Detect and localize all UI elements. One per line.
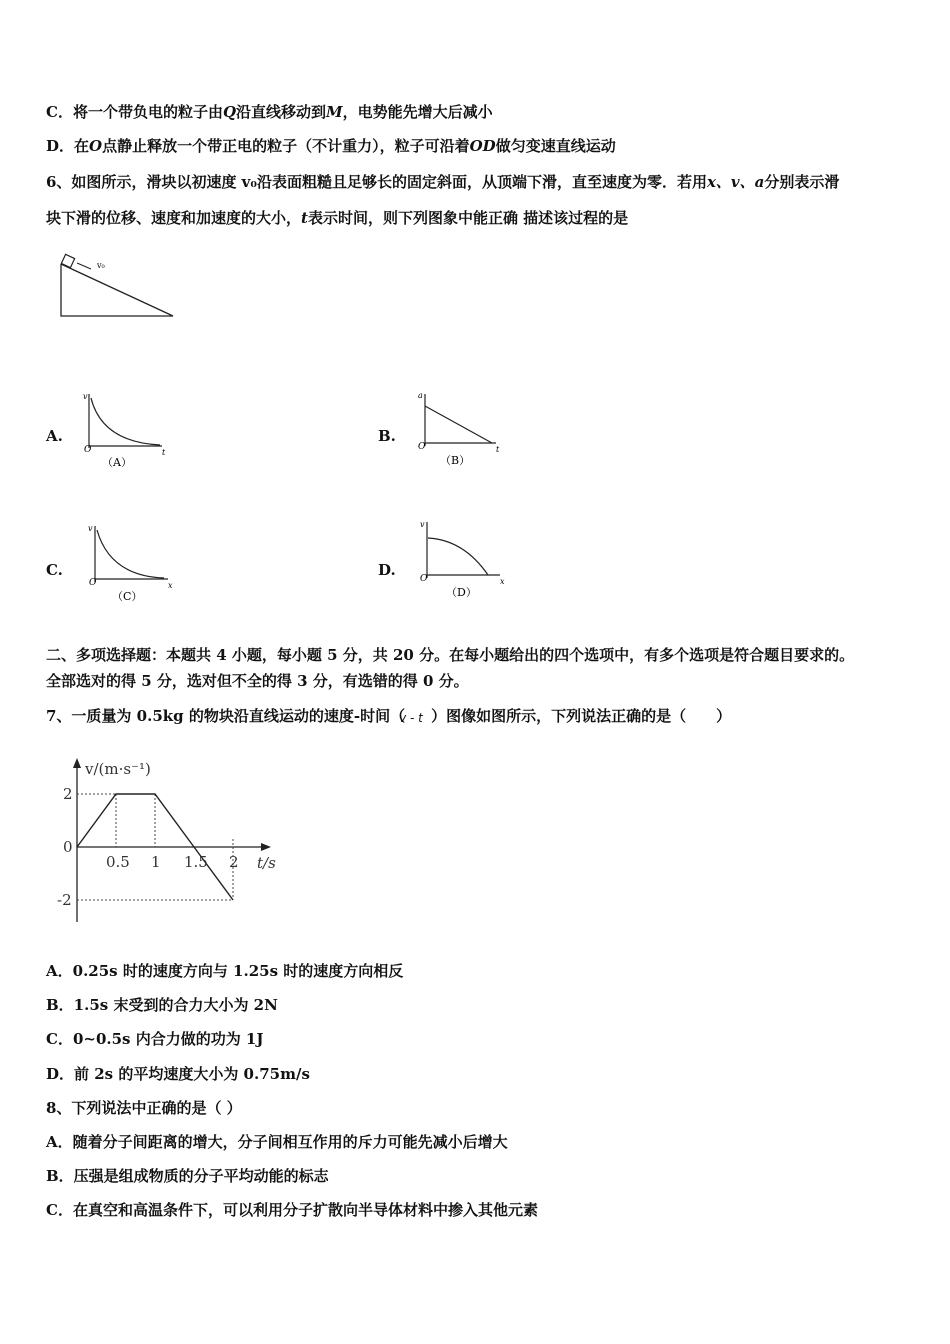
graph-d[interactable] xyxy=(414,516,514,601)
text: C．将一个带负电的粒子由 xyxy=(46,103,223,121)
q8-option-c[interactable]: C．在真空和高温条件下，可以利用分子扩散向半导体材料中掺入其他元素 xyxy=(46,1201,538,1219)
x-axis-label: x xyxy=(168,581,173,590)
curve xyxy=(428,538,488,575)
q8-option-b[interactable]: B．压强是组成物质的分子平均动能的标志 xyxy=(46,1167,329,1185)
text: 表示时间，则下列图象中能正确 描述该过程的是 xyxy=(307,209,629,227)
text: D．在 xyxy=(46,137,90,155)
text: ，电势能先增大后减小 xyxy=(342,103,493,121)
origin-label: O xyxy=(84,445,92,455)
text: 6、如图所示，滑块以初速度 v₀沿表面粗糙且足够长的固定斜面，从顶端下滑，直至速度为零．若用 xyxy=(46,173,707,191)
y-tick-label: -2 xyxy=(57,891,72,909)
graph-a[interactable] xyxy=(80,388,180,473)
text: ）图像如图所示，下列说法正确的是（ ） xyxy=(431,707,732,725)
y-axis-label: v xyxy=(88,524,93,533)
q6-option-a-letter[interactable]: A. xyxy=(46,427,63,445)
text: 块下滑的位移、速度和加速度的大小， xyxy=(46,209,302,227)
caption: （B） xyxy=(440,454,471,467)
curve xyxy=(91,398,160,445)
y-axis-label: v xyxy=(420,520,425,529)
text: 分别表示滑 xyxy=(764,173,840,191)
q7-stem xyxy=(46,706,731,726)
y-axis-label: v xyxy=(83,392,88,401)
y-tick-label: 2 xyxy=(63,785,73,803)
caption: （C） xyxy=(112,590,143,603)
q8-stem: 8、下列说法中正确的是（ ） xyxy=(46,1099,242,1117)
origin-label: O xyxy=(420,574,428,584)
text: 做匀变速直线运动 xyxy=(495,137,616,155)
x-axis-arrow xyxy=(261,843,271,851)
q8-option-a[interactable]: A．随着分子间距离的增大，分子间相互作用的斥力可能先减小后增大 xyxy=(46,1133,508,1151)
origin-label: O xyxy=(418,442,426,452)
caption: （D） xyxy=(446,586,477,599)
text: 7、一质量为 0.5kg 的物块沿直线运动的速度-时间（ xyxy=(46,707,406,725)
caption: （A） xyxy=(102,456,132,469)
q6-option-c-letter[interactable]: C. xyxy=(46,561,63,579)
vt-label: v - t xyxy=(399,711,423,725)
text: 点静止释放一个带正电的粒子（不计重力），粒子可沿着 xyxy=(102,137,470,155)
x-axis-label: x xyxy=(500,577,505,586)
y-tick-label: 0 xyxy=(63,838,73,856)
q7-option-a[interactable]: A．0.25s 时的速度方向与 1.25s 时的速度方向相反 xyxy=(46,962,404,980)
incline-figure xyxy=(55,252,185,322)
vt-chart xyxy=(45,752,295,922)
line xyxy=(425,406,492,443)
q6-option-d-letter[interactable]: D. xyxy=(378,561,396,579)
x-tick-label: 2 xyxy=(229,853,239,871)
y-axis-label: v/(m·s⁻¹) xyxy=(85,760,151,778)
q5-option-c xyxy=(46,102,493,122)
graph-b[interactable] xyxy=(410,388,510,473)
x-axis-label: t/s xyxy=(257,854,276,872)
graph-c[interactable] xyxy=(84,520,184,605)
origin-label: O xyxy=(89,578,97,588)
q6-stem-line2 xyxy=(46,208,628,228)
x-tick-label: 1.5 xyxy=(184,853,208,871)
x-tick-label: 1 xyxy=(151,853,161,871)
v0-label: v₀ xyxy=(97,261,105,270)
q6-stem-line1 xyxy=(46,172,839,192)
text: Q xyxy=(222,103,237,121)
section2-header-line1: 二、多项选择题：本题共 4 小题，每小题 5 分，共 20 分。在每小题给出的四个选项中，有多个选项是符合题目要求的。 xyxy=(46,646,855,664)
text: 沿直线移动到 xyxy=(236,103,327,121)
curve xyxy=(97,530,164,578)
y-axis-arrow xyxy=(73,758,81,768)
q7-option-d[interactable]: D．前 2s 的平均速度大小为 0.75m/s xyxy=(46,1065,310,1083)
text: O xyxy=(89,137,103,155)
text: x、v、a xyxy=(706,173,765,191)
text: OD xyxy=(469,137,496,155)
y-axis-label: a xyxy=(418,391,423,400)
q7-option-c[interactable]: C．0~0.5s 内合力做的功为 1J xyxy=(46,1030,264,1048)
section2-header-line2: 全部选对的得 5 分，选对但不全的得 3 分，有选错的得 0 分。 xyxy=(46,672,469,690)
x-tick-label: 0.5 xyxy=(106,853,130,871)
text: M xyxy=(326,103,343,121)
incline-outline xyxy=(61,264,173,316)
q7-option-b[interactable]: B．1.5s 末受到的合力大小为 2N xyxy=(46,996,278,1014)
x-axis-label: t xyxy=(496,445,500,454)
q5-option-d xyxy=(46,136,616,156)
text: t xyxy=(301,209,308,227)
q6-option-b-letter[interactable]: B. xyxy=(378,427,396,445)
x-axis-label: t xyxy=(162,448,166,457)
velocity-arrow xyxy=(77,263,91,269)
